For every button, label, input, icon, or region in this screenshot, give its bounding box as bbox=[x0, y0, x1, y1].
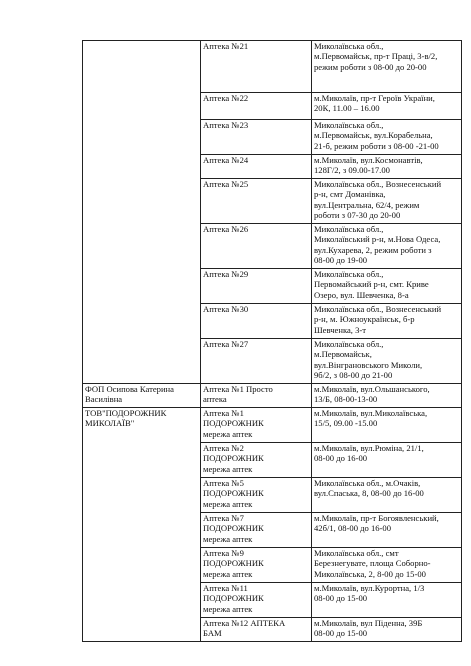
table-row bbox=[83, 408, 462, 443]
address-cell: Миколаївська обл., Вознесенський р-н, м. Южноукраїнськ, б-р Шевченка, 3-т bbox=[312, 304, 462, 339]
pharmacy-name-cell: Аптека №5 ПОДОРОЖНИК мережа аптек bbox=[201, 478, 312, 513]
org-cell bbox=[83, 41, 201, 384]
address-cell: Миколаївська обл., м.Первомайськ, вул.Вінграновського Миколи, 9б/2, з 08-00 до 21-00 bbox=[312, 339, 462, 384]
pharmacy-name-cell: Аптека №9 ПОДОРОЖНИК мережа аптек bbox=[201, 548, 312, 583]
address-cell: м.Миколаїв, вул.Рюміна, 21/1, 08-00 до 16-00 bbox=[312, 443, 462, 478]
address-cell: Миколаївська обл., м.Первомайськ, вул.Корабельна, 21-б, режим роботи з 08-00 -21-00 bbox=[312, 120, 462, 155]
pharmacy-name-cell: Аптека №11 ПОДОРОЖНИК мережа аптек bbox=[201, 583, 312, 618]
address-cell: м.Миколаїв, вул.Миколаївська, 15/5, 09.00 -15.00 bbox=[312, 408, 462, 443]
pharmacy-name-cell: Аптека №1 Просто аптека bbox=[201, 384, 312, 408]
pharmacy-table bbox=[82, 40, 462, 642]
address-cell: м.Миколаїв, пр-т Богоявленський, 42б/1, 08-00 до 16-00 bbox=[312, 513, 462, 548]
address-cell: м.Миколаїв, вул.Ольшанського, 13/Б, 08-00-13-00 bbox=[312, 384, 462, 408]
org-cell: ФОП Осипова Катерина Василівна bbox=[83, 384, 201, 408]
pharmacy-name-cell: Аптека №29 bbox=[201, 269, 312, 304]
address-cell: м.Миколаїв, пр-т Героїв України, 20К, 11.00 – 16.00 bbox=[312, 93, 462, 120]
pharmacy-name-cell: Аптека №26 bbox=[201, 224, 312, 269]
org-cell: ТОВ"ПОДОРОЖНИК МИКОЛАЇВ" bbox=[83, 408, 201, 642]
pharmacy-name-cell: Аптека №1 ПОДОРОЖНИК мережа аптек bbox=[201, 408, 312, 443]
address-cell: м.Миколаїв, вул.Космонавтів, 128Г/2, з 09.00-17.00 bbox=[312, 155, 462, 179]
pharmacy-name-cell: Аптека №22 bbox=[201, 93, 312, 120]
address-cell: Миколаївська обл., Миколаївський р-н, м.Нова Одеса, вул.Кухарева, 2, режим роботи з 08-00 до 19-00 bbox=[312, 224, 462, 269]
pharmacy-name-cell: Аптека №21 bbox=[201, 41, 312, 93]
address-cell: Миколаївська обл., м.Первомайськ, пр-т Праці, 3-в/2, режим роботи з 08-00 до 20-00 bbox=[312, 41, 462, 93]
table-row bbox=[83, 384, 462, 408]
pharmacy-name-cell: Аптека №23 bbox=[201, 120, 312, 155]
address-cell: Миколаївська обл., м.Очаків, вул.Спаська, 8, 08-00 до 16-00 bbox=[312, 478, 462, 513]
address-cell: Миколаївська обл., Вознесенський р-н, смт Доманівка, вул.Центральна, 62/4, режим роботи з 07-30 до 20-00 bbox=[312, 179, 462, 224]
pharmacy-name-cell: Аптека №30 bbox=[201, 304, 312, 339]
address-cell: м.Миколаїв, вул Піденна, 39Б 08-00 до 15-00 bbox=[312, 618, 462, 642]
pharmacy-name-cell: Аптека №12 АПТЕКА БАМ bbox=[201, 618, 312, 642]
address-cell: м.Миколаїв, вул.Курортна, 1/3 08-00 до 15-00 bbox=[312, 583, 462, 618]
address-cell: Миколаївська обл., смт Березнегувате, площа Соборно- Миколаївська, 2, 8-00 до 15-00 bbox=[312, 548, 462, 583]
pharmacy-name-cell: Аптека №2 ПОДОРОЖНИК мережа аптек bbox=[201, 443, 312, 478]
pharmacy-name-cell: Аптека №27 bbox=[201, 339, 312, 384]
table-row bbox=[83, 41, 462, 93]
pharmacy-name-cell: Аптека №24 bbox=[201, 155, 312, 179]
pharmacy-name-cell: Аптека №7 ПОДОРОЖНИК мережа аптек bbox=[201, 513, 312, 548]
pharmacy-name-cell: Аптека №25 bbox=[201, 179, 312, 224]
address-cell: Миколаївська обл., Первомайський р-н, смт. Криве Озеро, вул. Шевченка, 8-а bbox=[312, 269, 462, 304]
